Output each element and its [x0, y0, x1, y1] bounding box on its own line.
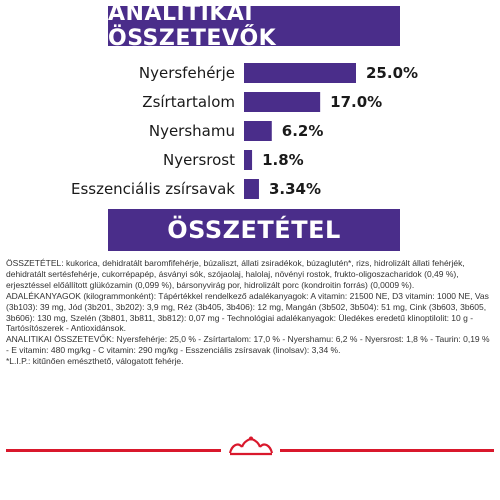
- composition-header: ÖSSZETÉTEL: [108, 209, 400, 251]
- lip-note: *L.I.P.: kitűnően emészthető, válogatott fehérje.: [6, 356, 184, 367]
- category-label: Nyershamu: [148, 122, 235, 140]
- value-label: 25.0%: [366, 64, 419, 82]
- bar: [244, 179, 259, 199]
- additives-paragraph: ADALÉKANYAGOK (kilogrammonként): Tápértékkel rendelkező adalékanyagok: A vitamin: 21500 NE, D3 vitamin: 1000 NE, Vas (3b103): 39 mg, Jód (3b201, 3b202): 3,9 mg, Réz (3b405, 3b406): 12 mg, Mangán (3b502, 3b504): 51 mg, Cink (3b603, 3b605, 3b606): 130 mg, Szelén (3b801, 3b811, 3b812): 0,07 mg - Technológiai adalékanyagok: Üledékes eredetű klinoptilolit: 10 g - Tartósítószerek - Antioxidánsok.: [6, 290, 489, 334]
- footer-line-right: [280, 449, 494, 452]
- category-label: Esszenciális zsírsavak: [70, 180, 235, 198]
- value-label: 17.0%: [330, 93, 383, 111]
- value-label: 1.8%: [262, 151, 304, 169]
- composition-text: [6, 258, 494, 367]
- bar: [244, 92, 320, 112]
- nutrient-bar-chart: [0, 55, 500, 205]
- bar: [244, 63, 356, 83]
- value-label: 3.34%: [268, 180, 322, 198]
- footer-line-left: [6, 449, 221, 452]
- bar: [244, 150, 252, 170]
- analytic-header: ANALITIKAI ÖSSZETEVŐK: [108, 6, 400, 46]
- category-label: Zsírtartalom: [142, 93, 235, 111]
- value-label: 6.2%: [281, 122, 324, 140]
- analytic-paragraph: ANALITIKAI ÖSSZETEVŐK: Nyersfehérje: 25,0 % - Zsírtartalom: 17,0 % - Nyershamu: 6,2 % - Nyersrost: 1,8 % - Taurin: 0,19 % - E vitamin: 480 mg/kg - C vitamin: 290 mg/kg - Esszenciális zsírsavak (linolsav): 3,34 %.: [6, 334, 490, 356]
- category-label: Nyersrost: [162, 151, 235, 169]
- ingredients-paragraph: ÖSSZETÉTEL: kukorica, dehidratált baromfifehérje, búzaliszt, állati zsiradékok, búzaglutén*, rizs, hidrolizált állati fehérjék, dehidratált sertésfehérje, cukorrépapép, ásványi sók, szójaolaj, halolaj, növényi rostok, frukto-oligoszacharidok (0,49 %), erjesztéssel előállított glükózamin (0,099 %), bársonyvirág por, hidrolizált porc (kondroitin forrás) (0,0009 %).: [6, 258, 465, 290]
- category-label: Nyersfehérje: [138, 64, 235, 82]
- crown-icon: [224, 436, 278, 458]
- bar: [244, 121, 272, 141]
